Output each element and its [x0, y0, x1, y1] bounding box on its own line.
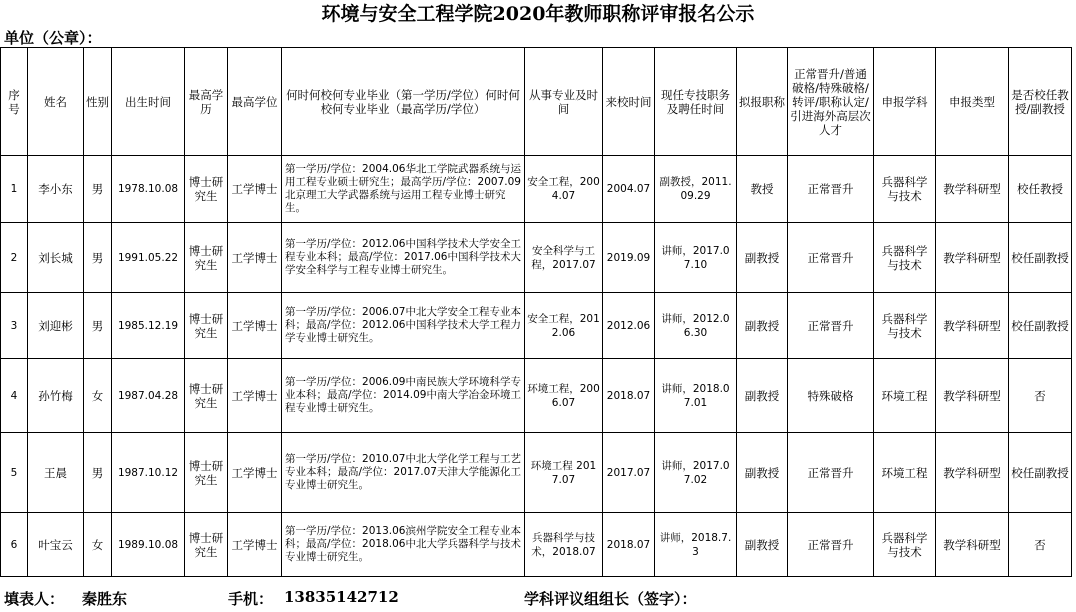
name-cell: 孙竹梅 — [28, 359, 84, 433]
education-history-cell: 第一学历/学位：2006.07中北大学安全工程专业本科；最高/学位：2012.06中国科学技术大学工程力学专业博士研究生。 — [282, 293, 525, 359]
header-cell: 最高学历 — [185, 48, 228, 156]
seq-cell: 3 — [1, 293, 28, 359]
table-row — [1, 293, 1072, 359]
join-date-cell: 2004.07 — [603, 156, 655, 223]
gender-cell: 男 — [84, 156, 112, 223]
promotion-type-cell: 正常晋升 — [788, 433, 874, 513]
name-cell: 刘迎彬 — [28, 293, 84, 359]
header-cell: 正常晋升/普通破格/特殊破格/转评/职称认定/引进海外高层次人才 — [788, 48, 874, 156]
discipline-cell: 兵器科学与技术 — [874, 223, 936, 293]
discipline-cell: 兵器科学与技术 — [874, 293, 936, 359]
name-cell: 王晨 — [28, 433, 84, 513]
filler-name: 秦胜东 — [82, 590, 128, 608]
highest-degree-cell: 工学博士 — [228, 156, 282, 223]
seq-cell: 4 — [1, 359, 28, 433]
proposed-title-cell: 副教授 — [737, 359, 788, 433]
header-cell: 最高学位 — [228, 48, 282, 156]
table-row — [1, 223, 1072, 293]
header-cell: 申报类型 — [936, 48, 1009, 156]
highest-education-cell: 博士研究生 — [185, 433, 228, 513]
gender-cell: 男 — [84, 433, 112, 513]
specialty-and-time-cell: 环境工程，2006.07 — [525, 359, 603, 433]
discipline-cell: 环境工程 — [874, 359, 936, 433]
gender-cell: 男 — [84, 223, 112, 293]
highest-education-cell: 博士研究生 — [185, 513, 228, 577]
signature-label: 学科评议组组长（签字）： — [524, 590, 697, 608]
highest-degree-cell: 工学博士 — [228, 293, 282, 359]
page-title: 环境与安全工程学院2020年教师职称评审报名公示 — [321, 3, 755, 25]
highest-degree-cell: 工学博士 — [228, 433, 282, 513]
specialty-and-time-cell: 安全工程，2012.06 — [525, 293, 603, 359]
school-appointment-cell: 否 — [1009, 513, 1072, 577]
application-type-cell: 教学科研型 — [936, 293, 1009, 359]
proposed-title-cell: 副教授 — [737, 223, 788, 293]
school-appointment-cell: 校任教授 — [1009, 156, 1072, 223]
highest-education-cell: 博士研究生 — [185, 359, 228, 433]
application-type-cell: 教学科研型 — [936, 359, 1009, 433]
join-date-cell: 2018.07 — [603, 359, 655, 433]
birth-date-cell: 1987.04.28 — [112, 359, 185, 433]
header-cell: 性别 — [84, 48, 112, 156]
header-cell: 姓名 — [28, 48, 84, 156]
birth-date-cell: 1978.10.08 — [112, 156, 185, 223]
highest-education-cell: 博士研究生 — [185, 293, 228, 359]
current-title-cell: 副教授，2011.09.29 — [655, 156, 737, 223]
education-history-cell: 第一学历/学位：2012.06中国科学技术大学安全工程专业本科；最高/学位：2017.06中国科学技术大学安全科学与工程专业博士研究生。 — [282, 223, 525, 293]
phone-number: 13835142712 — [284, 588, 399, 606]
phone-label: 手机： — [228, 590, 274, 608]
promotion-type-cell: 正常晋升 — [788, 293, 874, 359]
proposed-title-cell: 副教授 — [737, 433, 788, 513]
header-cell: 序号 — [1, 48, 28, 156]
join-date-cell: 2019.09 — [603, 223, 655, 293]
name-cell: 李小东 — [28, 156, 84, 223]
highest-degree-cell: 工学博士 — [228, 223, 282, 293]
seq-cell: 1 — [1, 156, 28, 223]
join-date-cell: 2017.07 — [603, 433, 655, 513]
specialty-and-time-cell: 环境工程 2017.07 — [525, 433, 603, 513]
join-date-cell: 2012.06 — [603, 293, 655, 359]
birth-date-cell: 1985.12.19 — [112, 293, 185, 359]
proposed-title-cell: 副教授 — [737, 513, 788, 577]
discipline-cell: 兵器科学与技术 — [874, 513, 936, 577]
join-date-cell: 2018.07 — [603, 513, 655, 577]
promotion-type-cell: 正常晋升 — [788, 223, 874, 293]
table-row — [1, 359, 1072, 433]
highest-degree-cell: 工学博士 — [228, 359, 282, 433]
filler-label: 填表人： — [4, 590, 65, 608]
specialty-and-time-cell: 安全科学与工程，2017.07 — [525, 223, 603, 293]
discipline-cell: 环境工程 — [874, 433, 936, 513]
header-cell: 申报学科 — [874, 48, 936, 156]
header-cell: 出生时间 — [112, 48, 185, 156]
birth-date-cell: 1989.10.08 — [112, 513, 185, 577]
current-title-cell: 讲师，2018.07.01 — [655, 359, 737, 433]
table-header-row — [1, 48, 1072, 156]
highest-degree-cell: 工学博士 — [228, 513, 282, 577]
gender-cell: 女 — [84, 359, 112, 433]
education-history-cell: 第一学历/学位：2004.06华北工学院武器系统与运用工程专业硕士研究生；最高学历/学位：2007.09北京理工大学武器系统与运用工程专业博士研究生。 — [282, 156, 525, 223]
unit-label: 单位（公章）： — [4, 29, 102, 47]
seq-cell: 6 — [1, 513, 28, 577]
school-appointment-cell: 校任副教授 — [1009, 293, 1072, 359]
table-row — [1, 433, 1072, 513]
name-cell: 叶宝云 — [28, 513, 84, 577]
gender-cell: 男 — [84, 293, 112, 359]
applicant-table — [0, 47, 1072, 577]
specialty-and-time-cell: 兵器科学与技术，2018.07 — [525, 513, 603, 577]
discipline-cell: 兵器科学与技术 — [874, 156, 936, 223]
footer — [0, 584, 1076, 612]
table-row — [1, 513, 1072, 577]
highest-education-cell: 博士研究生 — [185, 156, 228, 223]
highest-education-cell: 博士研究生 — [185, 223, 228, 293]
gender-cell: 女 — [84, 513, 112, 577]
seq-cell: 2 — [1, 223, 28, 293]
birth-date-cell: 1991.05.22 — [112, 223, 185, 293]
birth-date-cell: 1987.10.12 — [112, 433, 185, 513]
current-title-cell: 讲师，2017.07.10 — [655, 223, 737, 293]
education-history-cell: 第一学历/学位：2013.06滨州学院安全工程专业本科；最高/学位：2018.06中北大学兵器科学与技术专业博士研究生。 — [282, 513, 525, 577]
header-cell: 现任专技职务及聘任时间 — [655, 48, 737, 156]
header-cell: 拟报职称 — [737, 48, 788, 156]
education-history-cell: 第一学历/学位：2006.09中南民族大学环境科学专业本科；最高/学位：2014.09中南大学冶金环境工程专业博士研究生。 — [282, 359, 525, 433]
table-row — [1, 156, 1072, 223]
proposed-title-cell: 副教授 — [737, 293, 788, 359]
promotion-type-cell: 特殊破格 — [788, 359, 874, 433]
application-type-cell: 教学科研型 — [936, 433, 1009, 513]
school-appointment-cell: 校任副教授 — [1009, 433, 1072, 513]
specialty-and-time-cell: 安全工程，2004.07 — [525, 156, 603, 223]
header-cell: 从事专业及时间 — [525, 48, 603, 156]
proposed-title-cell: 教授 — [737, 156, 788, 223]
name-cell: 刘长城 — [28, 223, 84, 293]
application-type-cell: 教学科研型 — [936, 223, 1009, 293]
application-type-cell: 教学科研型 — [936, 513, 1009, 577]
seq-cell: 5 — [1, 433, 28, 513]
promotion-type-cell: 正常晋升 — [788, 156, 874, 223]
current-title-cell: 讲师，2012.06.30 — [655, 293, 737, 359]
current-title-cell: 讲师，2018.7.3 — [655, 513, 737, 577]
current-title-cell: 讲师，2017.07.02 — [655, 433, 737, 513]
school-appointment-cell: 否 — [1009, 359, 1072, 433]
application-type-cell: 教学科研型 — [936, 156, 1009, 223]
promotion-type-cell: 正常晋升 — [788, 513, 874, 577]
header-cell: 来校时间 — [603, 48, 655, 156]
header-cell: 是否校任教授/副教授 — [1009, 48, 1072, 156]
header-cell: 何时何校何专业毕业（第一学历/学位）何时何校何专业毕业（最高学历/学位） — [282, 48, 525, 156]
school-appointment-cell: 校任副教授 — [1009, 223, 1072, 293]
education-history-cell: 第一学历/学位：2010.07中北大学化学工程与工艺专业本科；最高/学位：2017.07天津大学能源化工专业博士研究生。 — [282, 433, 525, 513]
